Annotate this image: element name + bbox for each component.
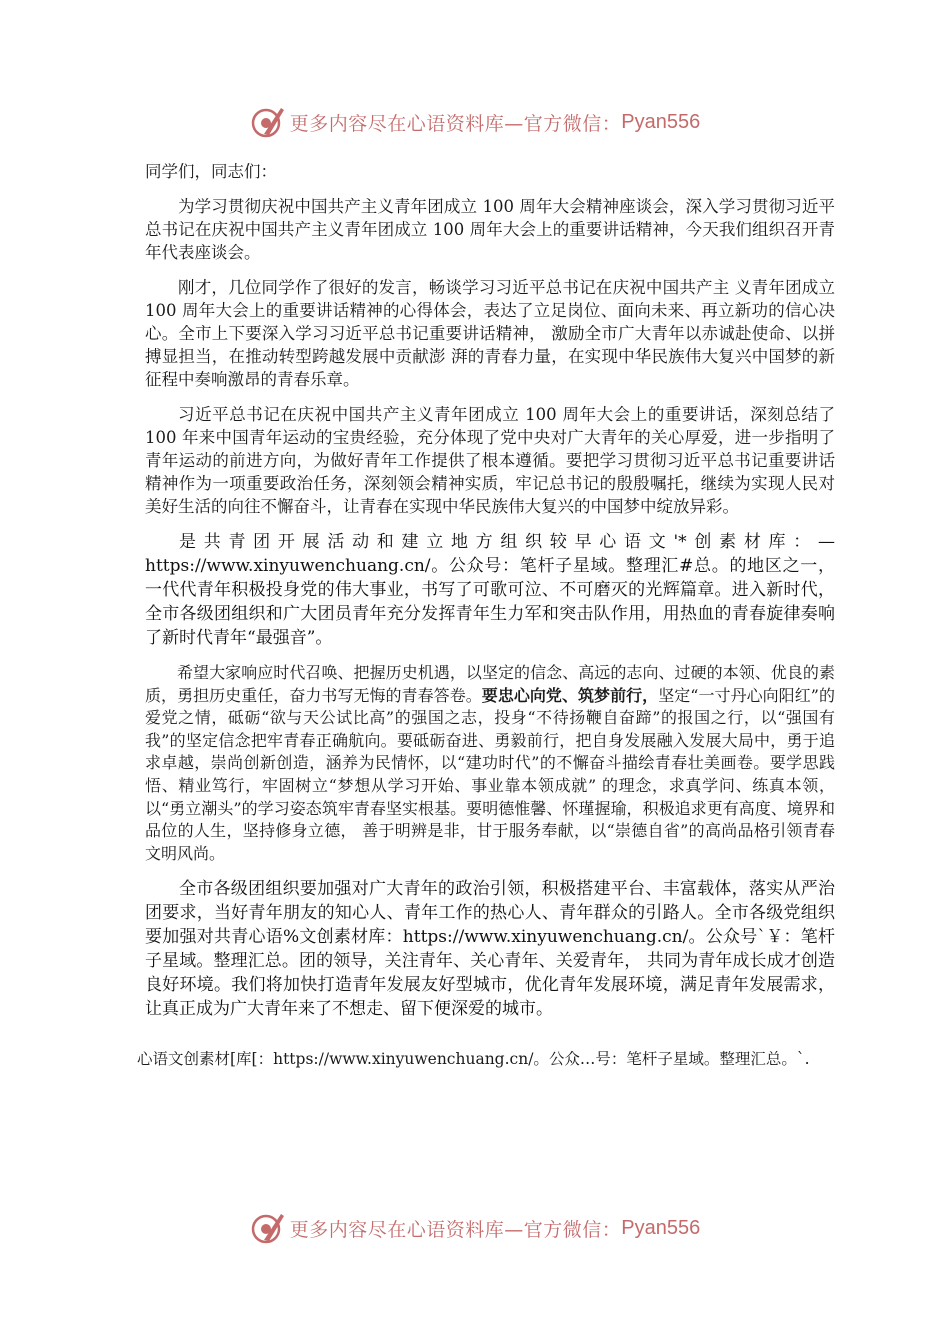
banner-text: 更多内容尽在心语资料库—官方微信：: [289, 112, 622, 135]
paragraph-6: 全市各级团组织要加强对广大青年的政治引领，积极搭建平台、丰富载体，落实从严治团要求，当好青年朋友的知心人、青年工作的热心人、青年群众的引路人。全市各级党组织要加强对共青心语%文创素材库：https://www.xinyuwenchuang.cn/。公众号`￥：笔杆子星域。整理汇总。团的领导，关注青年、关心青年、关爱青年， 共同为青年成长成才创造良好环境。我们将加快打造青年发展友好型城市，优化青年发展环境，满足青年发展需求，让真正成为广大青年来了不想走、留下便深爱的城市。: [145, 879, 835, 1020]
paragraph-3: 习近平总书记在庆祝中国共产主义青年团成立 100 周年大会上的重要讲话，深刻总结了 100 年来中国青年运动的宝贵经验，充分体现了党中央对广大青年的关心厚爱，进一步指明了青年运动的前进方向，为做好青年工作提供了根本遵循。要把学习贯彻习近平总书记重要讲话精神作为一项重要政治任务，深刻领会精神实质，牢记总书记的殷殷嘱托，继续为实现人民对美好生活的向往不懈奋斗，让青春在实现中华民族伟大复兴的中国梦中绽放异彩。: [145, 405, 835, 516]
paragraph-5-bold: 要忠心向党、筑梦前行，: [481, 685, 659, 705]
paragraph-5: [145, 662, 835, 865]
footer-note: 心语文创素材[库[：https://www.xinyuwenchuang.cn/。公众…号：笔杆子星域。整理汇总。`.: [137, 1050, 810, 1068]
paragraph-4: 是共青团开展活动和建立地方组织较早心语文'*创素材库：—https://www.xinyuwenchuang.cn/。公众号：笔杆子星域。整理汇#总。的地区之一，一代代青年积极投身党的伟大事业，书写了可歌可泣、不可磨灭的光辉篇章。进入新时代，全市各级团组织和广大团员青年充分发挥青年生力军和突击队作用，用热血的青春旋律奏响了新时代青年“最强音”。: [145, 532, 835, 648]
paragraph-5-rest: 坚定“一寸丹心向阳红”的爱党之情，砥砺“欲与天公试比高”的强国之志，投身“不待扬鞭自奋蹄”的报国之行，以“强国有我”的坚定信念把牢青春正确航向。要砥砺奋进、勇毅前行，把自身发展融入发展大局中，勇于追求卓越，崇尚创新创造，涵养为民情怀，以“建功时代”的不懈奋斗描绘青春壮美画卷。要学思践悟、精业笃行，牢固树立“梦想从学习开始、事业靠本领成就” 的理念，求真学问、练真本领，以“勇立潮头”的学习姿态筑牢青春坚实根基。要明德惟馨、怀瑾握瑜，积极追求更有高度、境界和品位的人生，坚持修身立德， 善于明辨是非，甘于服务奉献，以“崇德自省”的高尚品格引领青春文明风尚。: [145, 685, 835, 863]
document-body: [145, 160, 835, 1033]
quill-logo-icon: [250, 1210, 286, 1246]
paragraph-1: 为学习贯彻庆祝中国共产主义青年团成立 100 周年大会精神座谈会，深入学习贯彻习近平总书记在庆祝中国共产主义青年团成立 100 周年大会上的重要讲话精神，今天我们组织召开青年代表座谈会。: [145, 197, 835, 262]
footer-banner: [0, 1208, 950, 1248]
header-banner: [0, 102, 950, 142]
salutation: 同学们，同志们：: [145, 162, 277, 181]
paragraph-2: 刚才，几位同学作了很好的发言，畅谈学习习近平总书记在庆祝中国共产主 义青年团成立 100 周年大会上的重要讲话精神的心得体会，表达了立足岗位、面向未来、再立新功的信心决心。全市上下要深入学习习近平总书记重要讲话精神， 激励全市广大青年以赤诚赴使命、以拼搏显担当，在推动转型跨越发展中贡献澎 湃的青春力量，在实现中华民族伟大复兴中国梦的新征程中奏响激昂的青春乐章。: [145, 278, 835, 389]
quill-logo-icon: [250, 104, 286, 140]
banner-wechat-id: Pyan556: [621, 1216, 701, 1239]
banner-text: 更多内容尽在心语资料库—官方微信：: [289, 1218, 622, 1241]
paragraph-5-intro: 希望大家响应时代召唤、把握历史机遇，以坚定的信念、高远的志向、过硬的本领、优良的素质，勇担历史重任，奋力书写无悔的青春答卷。: [145, 663, 835, 705]
banner-wechat-id: Pyan556: [621, 110, 701, 133]
